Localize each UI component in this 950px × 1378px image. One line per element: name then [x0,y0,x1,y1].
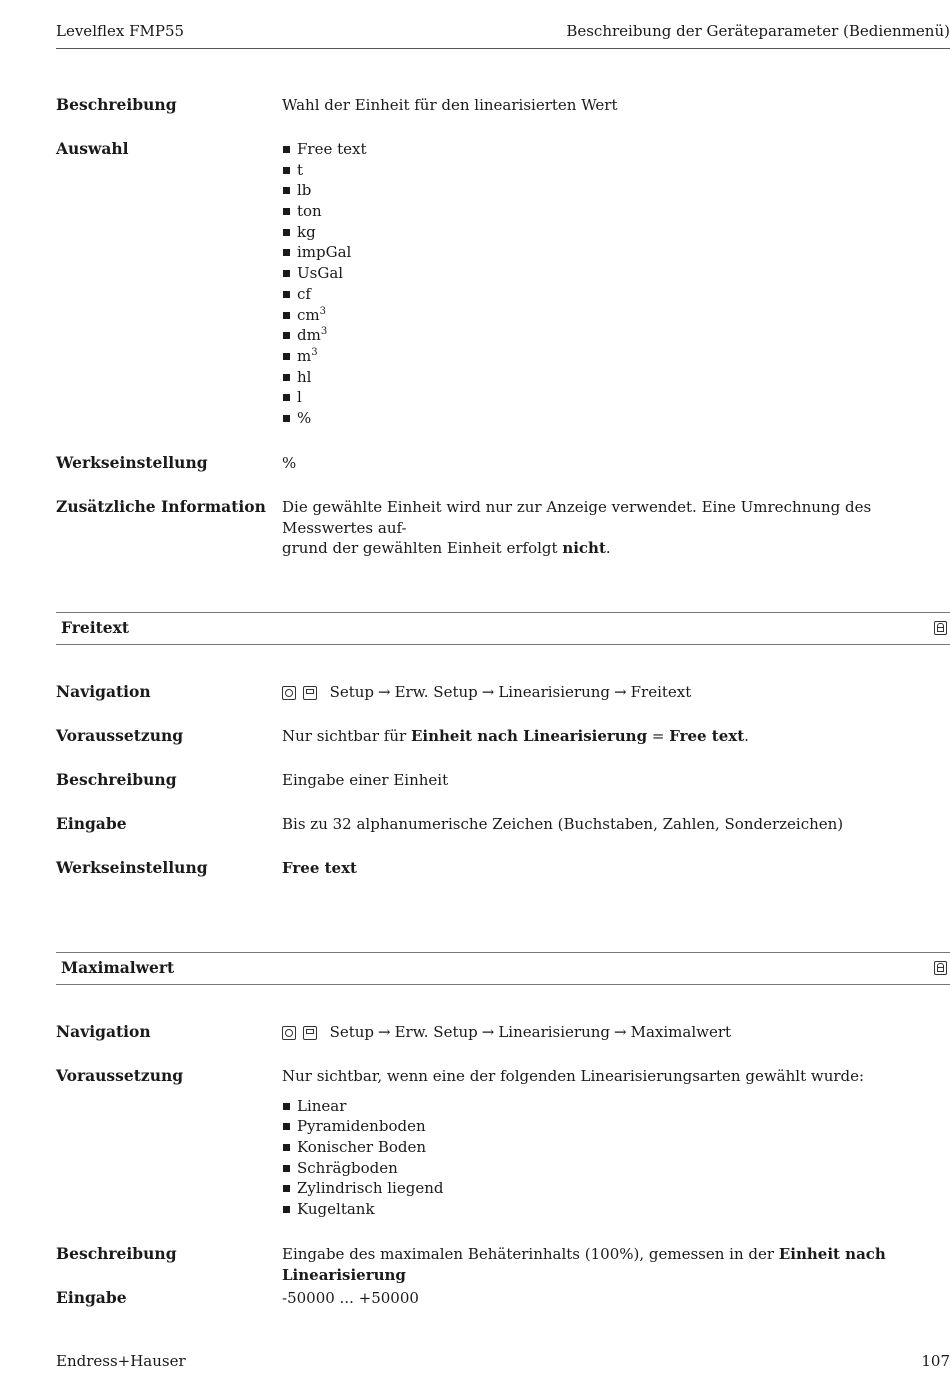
operating-tool-icon [282,686,296,700]
label-eingabe: Eingabe [56,814,127,833]
value-voraussetzung: Nur sichtbar für Einheit nach Linearisierung = Free text. [282,727,749,745]
value-voraussetzung: Nur sichtbar, wenn eine der folgenden Linearisierungsarten gewählt wurde: Linear Pyramidenboden Konischer Boden Schrägboden Zylindrisch liegend Kugeltank [282,1066,950,1220]
label-voraussetzung: Voraussetzung [56,726,184,745]
label-beschreibung: Beschreibung [56,1244,177,1263]
list-item: Zylindrisch liegend [282,1178,950,1199]
label-werkseinstellung: Werkseinstellung [56,453,208,472]
navigation-path: Setup → Erw. Setup → Linearisierung → Freitext [282,682,950,706]
section-title: Freitext [61,618,130,637]
list-item: UsGal [282,263,950,284]
operating-tool-icon [282,1026,296,1040]
value-eingabe: -50000 ... +50000 [282,1289,419,1307]
list-item: $dm^3$ [282,325,950,346]
label-voraussetzung: Voraussetzung [56,1066,184,1085]
display-icon [303,686,317,700]
section-title: Maximalwert [61,958,175,977]
list-item: Schrägboden [282,1158,950,1179]
list-item: Free text [282,139,950,160]
value-werkseinstellung: % [282,454,297,472]
list-item: ton [282,201,950,222]
header-product: Levelflex FMP55 [56,22,185,40]
list-item: $m^3$ [282,346,950,367]
list-item: kg [282,222,950,243]
footer-company: Endress+Hauser [56,1352,186,1370]
list-item: impGal [282,242,950,263]
value-beschreibung: Eingabe des maximalen Behäterinhalts (100%), gemessen in der Einheit nach Linearisierung [282,1245,886,1284]
header-chapter: Beschreibung der Geräteparameter (Bedienmenü) [566,22,950,40]
lock-icon [934,961,947,975]
value-zusatz-info: Die gewählte Einheit wird nur zur Anzeige verwendet. Eine Umrechnung des Messwertes auf- grund der gewählten Einheit erfolgt nicht. [282,498,872,558]
list-item: hl [282,367,950,388]
navigation-path: Setup → Erw. Setup → Linearisierung → Maximalwert [282,1022,950,1046]
list-item: Kugeltank [282,1199,950,1220]
list-item: t [282,160,950,181]
value-beschreibung: Wahl der Einheit für den linearisierten Wert [282,96,618,114]
list-item: lb [282,180,950,201]
label-auswahl: Auswahl [56,139,129,158]
label-beschreibung: Beschreibung [56,95,177,114]
list-item: Linear [282,1096,950,1117]
label-zusatz-info: Zusätzliche Information [56,497,266,516]
value-beschreibung: Eingabe einer Einheit [282,771,449,789]
list-item: % [282,408,950,429]
list-item: Pyramidenboden [282,1116,950,1137]
label-navigation: Navigation [56,682,151,701]
auswahl-list [282,139,950,429]
list-item: Konischer Boden [282,1137,950,1158]
label-eingabe: Eingabe [56,1288,127,1307]
value-werkseinstellung: Free text [282,859,357,877]
header-rule [56,48,950,49]
list-item: $cm^3$ [282,305,950,326]
list-item: cf [282,284,950,305]
label-navigation: Navigation [56,1022,151,1041]
display-icon [303,1026,317,1040]
lock-icon [934,621,947,635]
section-header-maximalwert [56,952,950,985]
section-header-freitext [56,612,950,645]
page-number: 107 [921,1352,950,1370]
list-item: l [282,387,950,408]
value-eingabe: Bis zu 32 alphanumerische Zeichen (Buchstaben, Zahlen, Sonderzeichen) [282,815,844,833]
label-beschreibung: Beschreibung [56,770,177,789]
label-werkseinstellung: Werkseinstellung [56,858,208,877]
